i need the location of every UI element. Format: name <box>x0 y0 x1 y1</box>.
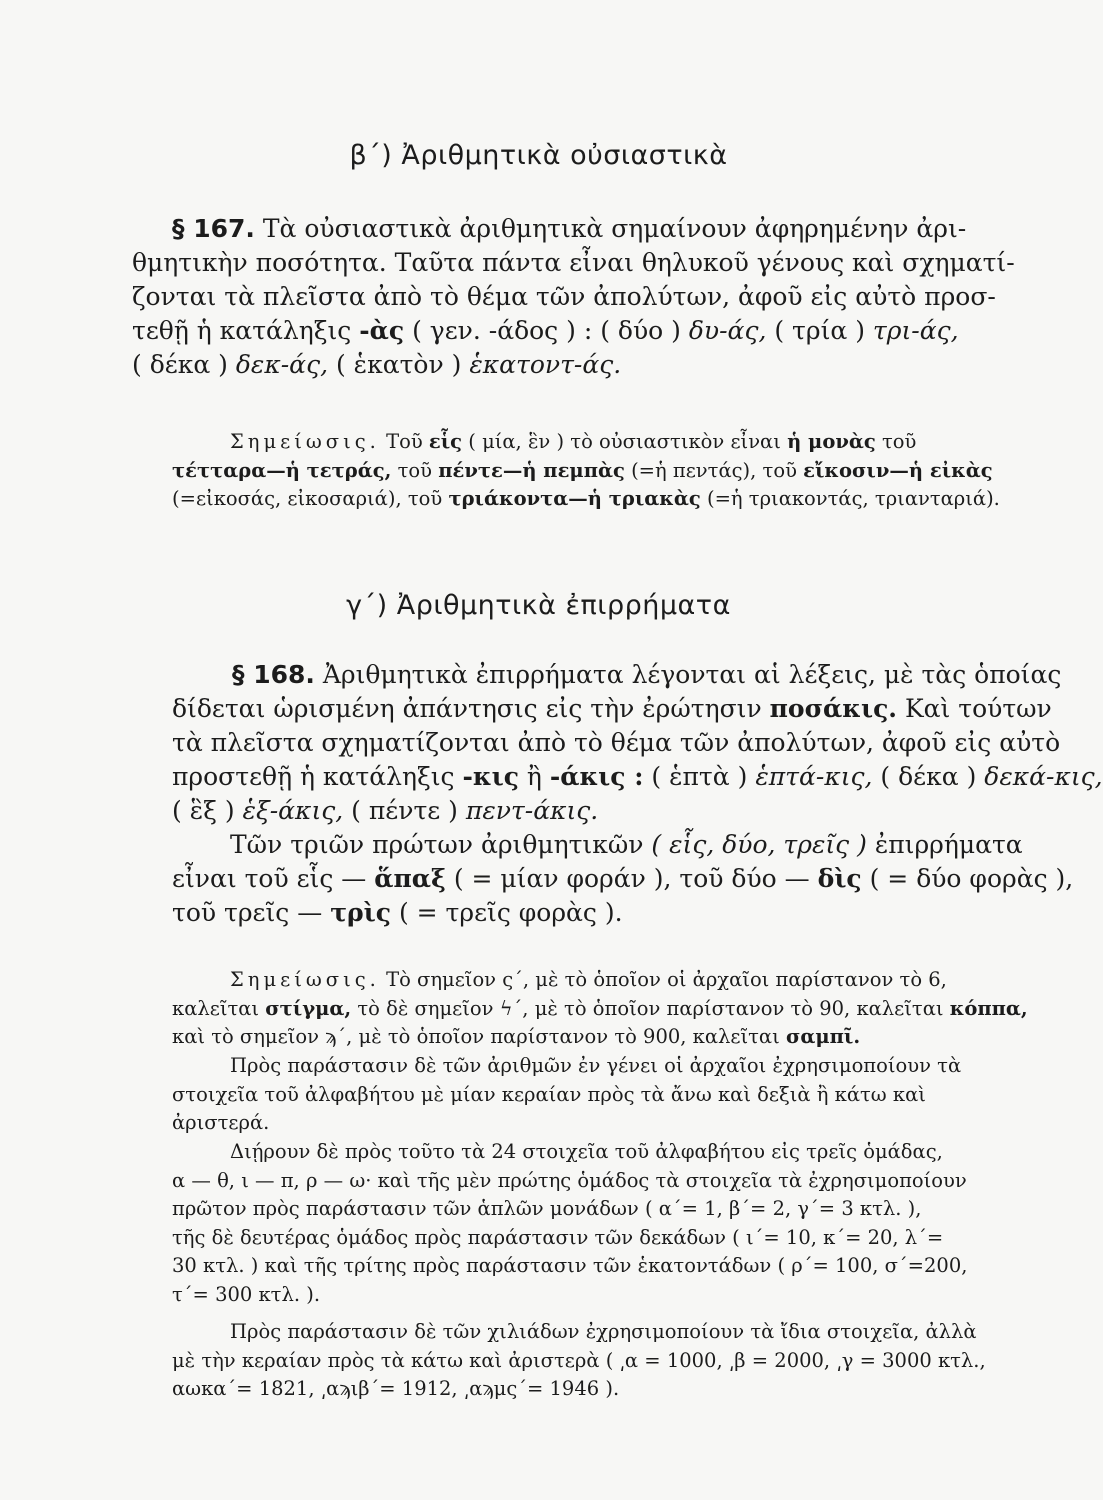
example-word: ἑπτά-κις, <box>755 762 873 791</box>
paragraph-thousands <box>172 1318 992 1404</box>
text-span: ἢ <box>526 762 542 791</box>
text-span: Τοῦ <box>386 430 423 453</box>
bold-term: ἅπαξ <box>374 864 446 893</box>
text-span: τοῦ τρεῖς — <box>172 898 323 927</box>
text-span: ( γεν. -άδος ) : ( δύο ) <box>412 316 681 345</box>
ending-kis: -κις <box>462 762 519 791</box>
section-number-167: § 167. <box>172 214 255 243</box>
text-span: ( = τρεῖς φορὰς ). <box>398 898 623 927</box>
text-span: (=ἡ πεντάς), τοῦ <box>631 458 797 482</box>
text-line: Ἀριθμητικὰ ἐπιρρήματα λέγονται αἱ λέξεις, μὲ τὰς ὁποίας <box>322 660 1062 689</box>
text-span: προστεθῇ ἡ κατάληξις <box>172 762 455 791</box>
example-word: δεκ-άς, <box>235 350 329 379</box>
paragraph-168 <box>172 658 1103 828</box>
text-span: τεθῇ ἡ κατάληξις <box>132 316 352 345</box>
text-span: ( ἑπτὰ ) <box>651 762 748 791</box>
ending-akis: -άκις : <box>549 762 644 791</box>
text-line: 30 κτλ. ) καὶ τῆς τρίτης πρὸς παράστασιν τῶν ἑκατοντάδων ( ρ΄= 100, σ΄=200, <box>172 1254 968 1277</box>
text-span: ( δέκα ) <box>132 350 228 379</box>
bold-term: δὶς <box>817 864 862 893</box>
paragraph-letters <box>172 1052 992 1138</box>
bold-term: εἷς <box>428 430 463 453</box>
bold-term: σαμπῖ. <box>785 1025 861 1048</box>
text-span: ( ἓξ ) <box>172 796 235 825</box>
note-label: Σημείωσις. <box>230 430 380 453</box>
example-word: τρι-άς, <box>872 316 959 345</box>
text-line: τ΄= 300 κτλ. ). <box>172 1282 321 1306</box>
text-span: ἐπιρρήματα <box>874 830 1023 859</box>
text-line: Πρὸς παράστασιν δὲ τῶν χιλιάδων ἐχρησιμοποίουν τὰ ἴδια στοιχεῖα, ἀλλὰ <box>230 1320 977 1343</box>
text-span: Τῶν τριῶν πρώτων ἀριθμητικῶν <box>230 830 644 859</box>
text-line: αωκα΄= 1821, ͵αϡιβ΄= 1912, ͵αϡμς΄= 1946 ). <box>172 1377 620 1400</box>
bold-term: τέτταρα—ἡ τετράς, <box>172 458 392 482</box>
text-span: δίδεται ὡρισμένη ἀπάντησις εἰς τὴν ἐρώτησιν <box>172 694 762 723</box>
text-span: ( μία, ἓν ) τὸ οὐσιαστικὸν εἶναι <box>468 430 781 453</box>
text-span: ( δέκα ) <box>880 762 977 791</box>
section-heading-c: γ΄) Ἀριθμητικὰ ἐπιρρήματα <box>346 590 731 621</box>
text-line: θμητικὴν ποσότητα. Ταῦτα πάντα εἶναι θηλυκοῦ γένους καὶ σχηματί- <box>132 248 1015 277</box>
ending-as: -ὰς <box>359 316 405 345</box>
text-span: ( ἑκατὸν ) <box>335 350 462 379</box>
bold-term: τριάκοντα—ἡ τριακὰς <box>448 487 701 510</box>
section-number-168: § 168. <box>232 660 315 689</box>
text-line: ζονται τὰ πλεῖστα ἀπὸ τὸ θέμα τῶν ἀπολύτων, ἀφοῦ εἰς αὐτὸ προσ- <box>132 282 996 311</box>
bold-term: τρὶς <box>330 898 391 927</box>
example-word: ἑξ-άκις, <box>242 796 344 825</box>
bold-term: εἴκοσιν—ἡ εἰκὰς <box>803 458 993 482</box>
bold-term: ἡ μονὰς <box>787 430 876 453</box>
bold-term: στίγμα, <box>265 996 352 1020</box>
example-word: δυ-άς, <box>688 316 767 345</box>
example-words: ( εἷς, δύο, τρεῖς ) <box>651 830 867 859</box>
example-word: ἑκατοντ-άς. <box>469 350 622 379</box>
text-span: τοῦ <box>881 430 917 453</box>
note-2 <box>172 966 1028 1052</box>
text-span: καλεῖται <box>172 996 260 1020</box>
text-line: α — θ, ι — π, ρ — ω· καὶ τῆς μὲν πρώτης ὁμάδος τὰ στοιχεῖα τὰ ἐχρησιμοποίουν <box>172 1168 967 1192</box>
note-label: Σημείωσις. <box>230 968 380 991</box>
text-line: ἀριστερά. <box>172 1111 270 1134</box>
text-line: τὰ πλεῖστα σχηματίζονται ἀπὸ τὸ θέμα τῶν ἀπολύτων, ἀφοῦ εἰς αὐτὸ <box>172 728 1061 757</box>
text-span: ( = δύο φορὰς ), <box>869 864 1074 893</box>
text-line: μὲ τὴν κεραίαν πρὸς τὰ κάτω καὶ ἀριστερὰ ( ͵α = 1000, ͵β = 2000, ͵γ = 3000 κτλ., <box>172 1348 986 1372</box>
text-span: Καὶ τούτων <box>904 694 1052 723</box>
section-heading-b: β΄) Ἀριθμητικὰ οὐσιαστικὰ <box>349 140 728 171</box>
text-line: στοιχεῖα τοῦ ἀλφαβήτου μὲ μίαν κεραίαν πρὸς τὰ ἄνω καὶ δεξιὰ ἢ κάτω καὶ <box>172 1082 926 1106</box>
paragraph-167 <box>132 212 1015 382</box>
paragraph-groups <box>172 1138 992 1309</box>
example-word: πεντ-άκις. <box>465 796 599 825</box>
text-span: ( πέντε ) <box>351 796 458 825</box>
text-line: τῆς δὲ δευτέρας ὁμάδος πρὸς παράστασιν τῶν δεκάδων ( ι΄= 10, κ΄= 20, λ΄= <box>172 1225 944 1249</box>
paragraph-first-three <box>172 828 1074 930</box>
text-span: ( τρία ) <box>774 316 865 345</box>
bold-term: ποσάκις. <box>769 694 897 723</box>
text-span: τὸ δὲ σημεῖον ϟ΄, μὲ τὸ ὁποῖον παρίστανον τὸ 90, καλεῖται <box>357 996 944 1020</box>
text-line: Διῄρουν δὲ πρὸς τοῦτο τὰ 24 στοιχεῖα τοῦ ἀλφαβήτου εἰς τρεῖς ὁμάδας, <box>230 1140 943 1163</box>
text-span: τοῦ <box>397 458 432 482</box>
example-word: δεκά-κις, <box>984 762 1103 791</box>
text-line: πρῶτον πρὸς παράστασιν τῶν ἁπλῶν μονάδων ( α΄= 1, β΄= 2, γ΄= 3 κτλ. ), <box>172 1197 922 1220</box>
text-line: Τὰ οὐσιαστικὰ ἀριθμητικὰ σημαίνουν ἀφηρημένην ἀρι- <box>262 214 967 243</box>
text-span: ( = μίαν φοράν ), τοῦ δύο — <box>453 864 810 893</box>
text-line: Πρὸς παράστασιν δὲ τῶν ἀριθμῶν ἐν γένει οἱ ἀρχαῖοι ἐχρησιμοποίουν τὰ <box>230 1054 962 1077</box>
text-span: (=εἰκοσάς, εἰκοσαριά), τοῦ <box>172 487 443 510</box>
text-span: καὶ τὸ σημεῖον ϡ΄, μὲ τὸ ὁποῖον παρίστανον τὸ 900, καλεῖται <box>172 1025 780 1048</box>
bold-term: πέντε—ἡ πεμπὰς <box>438 458 625 482</box>
bold-term: κόππα, <box>949 996 1028 1020</box>
text-span: εἶναι τοῦ εἷς — <box>172 864 367 893</box>
text-span: Τὸ σημεῖον ς΄, μὲ τὸ ὁποῖον οἱ ἀρχαῖοι παρίστανον τὸ 6, <box>386 968 947 991</box>
text-span: (=ἡ τριακοντάς, τριανταριά). <box>706 487 1000 510</box>
note-1 <box>172 428 1000 514</box>
